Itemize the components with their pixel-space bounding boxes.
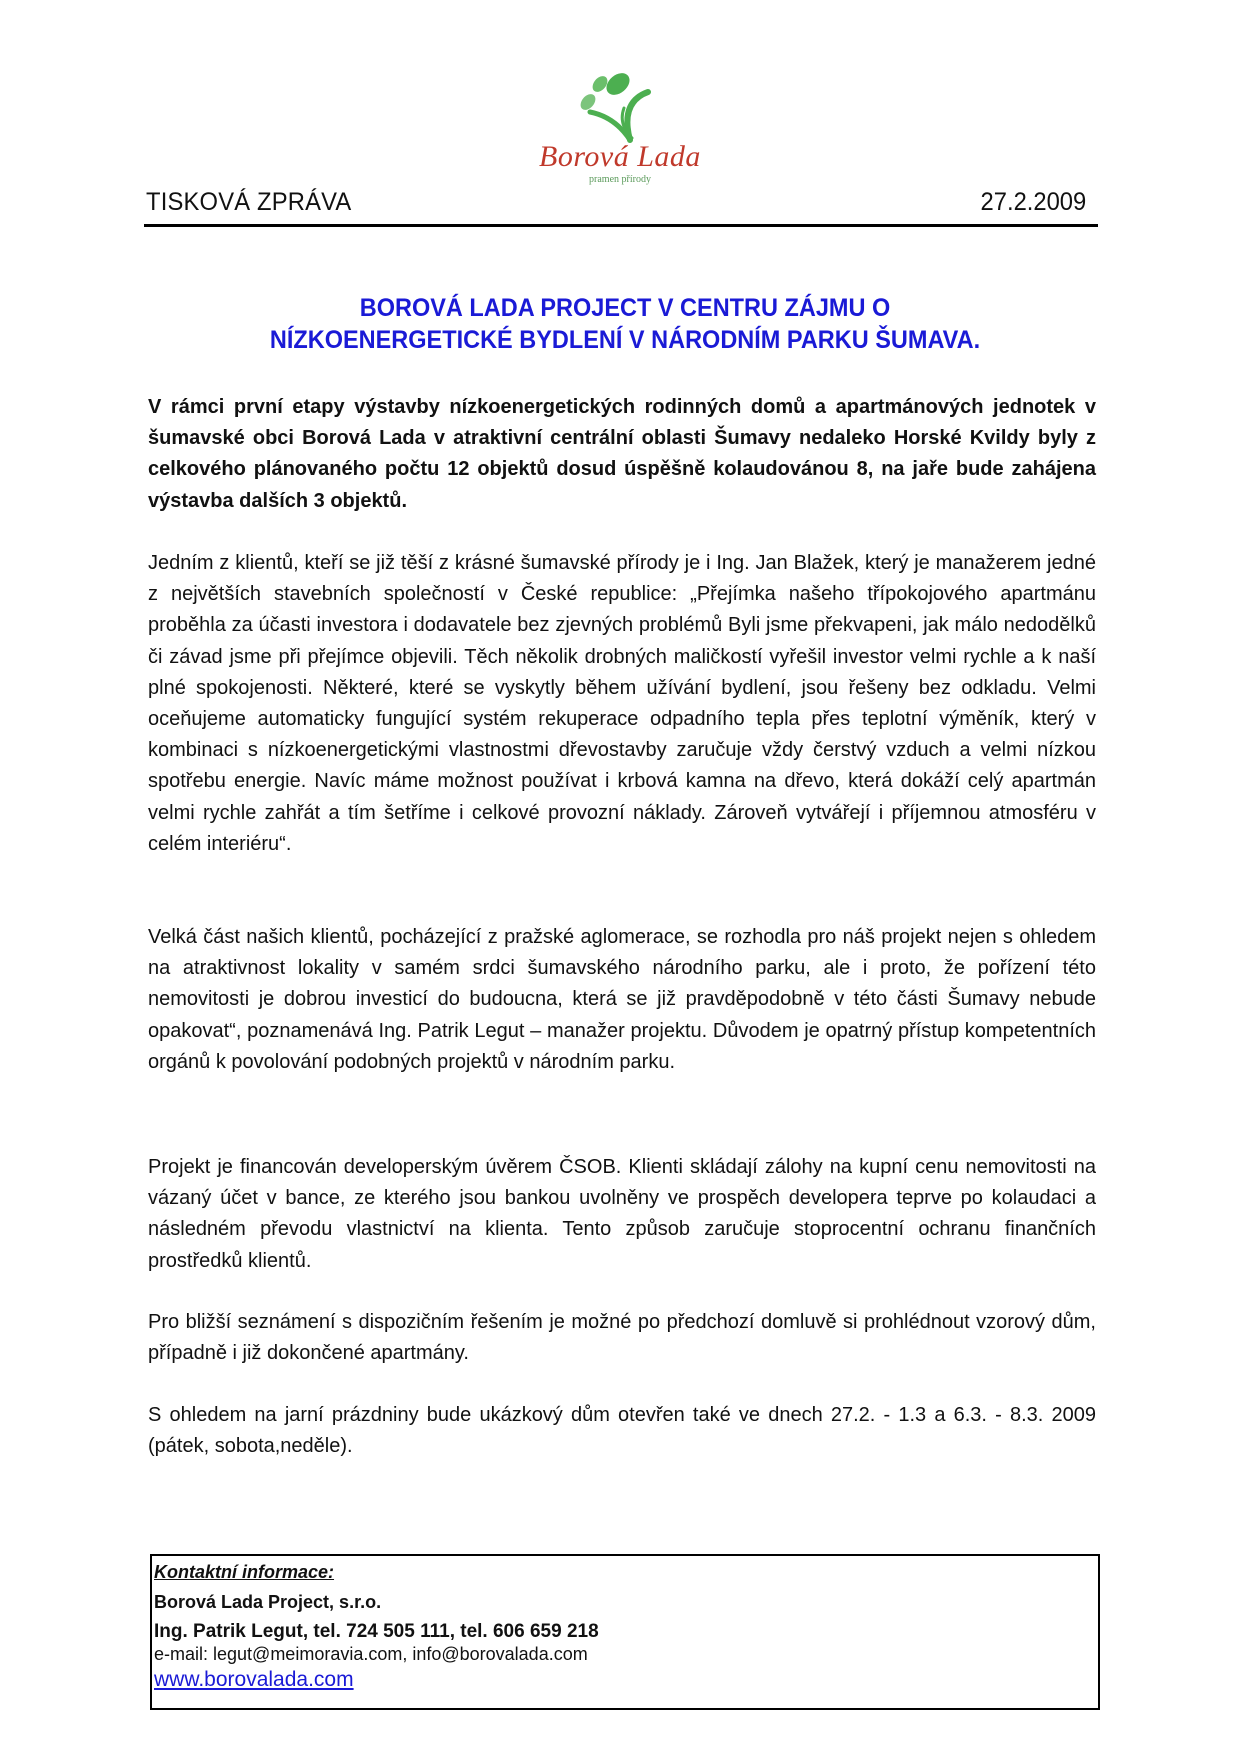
document-type-title: TISKOVÁ ZPRÁVA <box>146 188 352 216</box>
contact-email: e-mail: legut@meimoravia.com, info@borovalada.com <box>154 1644 588 1664</box>
document-date: 27.2.2009 <box>980 188 1086 216</box>
paragraph-client-quote: Jedním z klientů, kteří se již těší z krásné šumavské přírody je i Ing. Jan Blažek, který je manažerem jedné z největších stavebních společností v České republice: „Přejímka našeho třípokojového apartmánu proběhla za účasti investora i dodavatele bez zjevných problémů Byli jsme překvapeni, jak málo nedodělků či závad jsme při přejímce objevili. Těch několik drobných maličkostí vyřešil investor velmi rychle a k naší plné spokojenosti. Některé, které se vyskytly během užívání bydlení, jsou řešeny bez odkladu. Velmi oceňujeme automaticky fungující systém rekuperace odpadního tepla přes teplotní výměník, který v kombinaci s nízkoenergetickými vlastnostmi dřevostavby zaručuje vždy čerstvý vzduch a velmi nízkou spotřebu energie. Navíc máme možnost používat i krbová kamna na dřevo, která dokáží celý apartmán velmi rychle zahřát a tím šetříme i celkové provozní náklady. Zároveň vytvářejí i příjemnou atmosféru v celém interiéru“. <box>148 552 1096 855</box>
contact-person-phone: Ing. Patrik Legut, tel. 724 505 111, tel. 606 659 218 <box>154 1621 599 1642</box>
headline-line-1: BOROVÁ LADA PROJECT V CENTRU ZÁJMU O <box>359 294 891 322</box>
paragraph-financing: Projekt je financován developerským úvěrem ČSOB. Klienti skládají zálohy na kupní cenu nemovitosti na vázaný účet v bance, ze kterého jsou bankou uvolněny ve prospěch developera teprve po kolaudaci a následném převodu vlastnictví na klienta. Tento způsob zaručuje stoprocentní ochranu finančních prostředků klientů. <box>148 1156 1096 1272</box>
contact-info-box <box>150 1554 1100 1710</box>
leaf-icon <box>560 72 680 144</box>
header-divider <box>144 224 1098 227</box>
logo-tagline: pramen přírody <box>589 174 651 185</box>
paragraph-clients-origin: Velká část našich klientů, pocházející z pražské aglomerace, se rozhodla pro náš projekt nejen s ohledem na atraktivnost lokality v samém srdci šumavského národního parku, ale i proto, že pořízení této nemovitosti je dobrou investicí do budoucna, která se již pravděpodobně v této části Šumavy nebude opakovat“, poznamenává Ing. Patrik Legut – manažer projektu. Důvodem je opatrný přístup kompetentních orgánů k povolování podobných projektů v národním parku. <box>148 926 1096 1073</box>
document-header <box>146 188 1096 222</box>
company-logo <box>520 72 720 190</box>
contact-heading: Kontaktní informace: <box>154 1562 335 1582</box>
website-link[interactable]: www.borovalada.com <box>154 1668 354 1691</box>
headline <box>179 292 1072 356</box>
headline-line-2: NÍZKOENERGETICKÉ BYDLENÍ V NÁRODNÍM PARKU ŠUMAVA. <box>269 326 981 354</box>
contact-company: Borová Lada Project, s.r.o. <box>154 1592 382 1612</box>
paragraph-viewing: Pro bližší seznámení s dispozičním řešením je možné po předchozí domluvě si prohlédnout vzorový dům, případně i již dokončené apartmány. <box>148 1311 1096 1365</box>
paragraph-open-days: S ohledem na jarní prázdniny bude ukázkový dům otevřen také ve dnech 27.2. - 1.3 a 6.3. - 8.3. 2009 (pátek, sobota,neděle). <box>148 1404 1096 1458</box>
logo-name: Borová Lada <box>539 140 701 173</box>
lead-paragraph: V rámci první etapy výstavby nízkoenergetických rodinných domů a apartmánových jednotek v šumavské obci Borová Lada v atraktivní centrální oblasti Šumavy nedaleko Horské Kvildy byly z celkového plánovaného počtu 12 objektů dosud úspěšně kolaudovánou 8, na jaře bude zahájena výstavba dalších 3 objektů. <box>148 396 1096 512</box>
